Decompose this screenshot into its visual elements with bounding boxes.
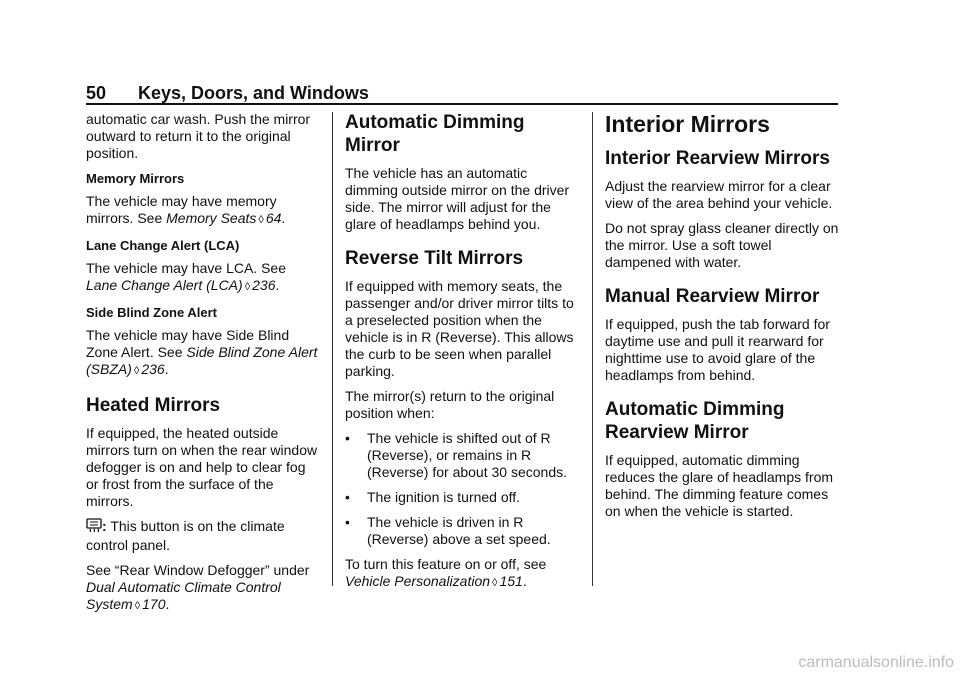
intro-paragraph: automatic car wash. Push the mirror outward to return it to the original position.: [86, 111, 311, 161]
reverse-tilt-heading: Reverse Tilt Mirrors: [345, 248, 524, 269]
memory-mirrors-paragraph: The vehicle may have memory mirrors. See Memory Seats ◊ 64.: [86, 193, 286, 226]
auto-dimming-rearview-heading: Automatic Dimming Rearview Mirror: [605, 399, 785, 443]
watermark: carmanualsonline.info: [798, 654, 954, 671]
turn-feature-paragraph: To turn this feature on or off, see Vehicle Personalization ◊ 151.: [345, 556, 547, 589]
header-rule: [86, 103, 838, 105]
ref-arrow-icon: ◊: [244, 281, 251, 293]
ref-arrow-icon: ◊: [258, 214, 264, 226]
rear-defogger-icon: [86, 518, 102, 537]
list-item: • The vehicle is driven in R (Reverse) above a set speed.: [345, 514, 551, 547]
bullet-icon: •: [345, 489, 350, 505]
column-3: [605, 111, 839, 528]
heated-mirrors-paragraph: If equipped, the heated outside mirrors turn on when the rear window defogger is on and help to clear fog or frost from the surface of the mirrors.: [86, 425, 318, 509]
page-header: [86, 84, 838, 102]
return-conditions-list: [345, 430, 579, 548]
bullet-icon: •: [345, 430, 350, 446]
memory-seats-link[interactable]: Memory Seats ◊ 64: [166, 210, 282, 226]
ref-arrow-icon: ◊: [134, 600, 141, 612]
interior-rearview-heading: Interior Rearview Mirrors: [605, 148, 830, 169]
list-item: • The ignition is turned off.: [345, 489, 521, 505]
bullet-icon: •: [345, 514, 350, 530]
heated-mirrors-heading: Heated Mirrors: [86, 395, 221, 416]
return-paragraph: The mirror(s) return to the original position when:: [345, 388, 555, 421]
column-2: [345, 111, 579, 600]
manual-rearview-heading: Manual Rearview Mirror: [605, 286, 820, 307]
sbza-heading: Side Blind Zone Alert: [86, 305, 217, 320]
lca-link[interactable]: Lane Change Alert (LCA) ◊ 236: [86, 277, 276, 293]
reverse-tilt-paragraph: If equipped with memory seats, the passenger and/or driver mirror tilts to a preselected position when the vehicle is in R (Reverse). This allows the curb to be seen when parallel parking.: [345, 278, 574, 379]
page-number: 50: [86, 83, 107, 103]
climate-control-link[interactable]: Dual Automatic Climate Control System ◊ 170: [86, 579, 281, 612]
list-item: • The vehicle is shifted out of R (Reverse), or remains in R (Reverse) for about 30 seconds.: [345, 430, 567, 480]
column-1: [86, 111, 320, 623]
auto-dimming-paragraph: The vehicle has an automatic dimming outside mirror on the driver side. The mirror will adjust for the glare of headlamps behind you.: [345, 165, 570, 232]
column-divider: [332, 112, 333, 586]
sbza-paragraph: The vehicle may have Side Blind Zone Alert. See Side Blind Zone Alert (SBZA) ◊ 236.: [86, 327, 318, 377]
interior-mirrors-title: Interior Mirrors: [605, 111, 770, 137]
defogger-button-paragraph: : This button is on the climate control panel.: [86, 518, 285, 553]
memory-mirrors-heading: Memory Mirrors: [86, 171, 185, 186]
section-title: Keys, Doors, and Windows: [138, 83, 369, 103]
lca-heading: Lane Change Alert (LCA): [86, 238, 240, 253]
auto-dimming-rearview-paragraph: If equipped, automatic dimming reduces the glare of headlamps from behind. The dimming feature comes on when the vehicle is started.: [605, 452, 834, 519]
lca-paragraph: The vehicle may have LCA. See Lane Change Alert (LCA) ◊ 236.: [86, 260, 286, 293]
ref-arrow-icon: ◊: [492, 577, 498, 589]
vehicle-personalization-link[interactable]: Vehicle Personalization ◊ 151: [345, 573, 523, 589]
column-divider: [592, 112, 593, 586]
ref-arrow-icon: ◊: [133, 365, 140, 377]
rearview-paragraph: Adjust the rearview mirror for a clear view of the area behind your vehicle.: [605, 178, 833, 211]
sbza-link[interactable]: Side Blind Zone Alert (SBZA) ◊ 236: [86, 344, 318, 377]
see-defogger-paragraph: See “Rear Window Defogger” under Dual Automatic Climate Control System ◊ 170.: [86, 562, 310, 612]
auto-dimming-mirror-heading: Automatic Dimming Mirror: [345, 112, 525, 156]
manual-rearview-paragraph: If equipped, push the tab forward for daytime use and pull it rearward for nighttime use to avoid glare of the headlamps from behind.: [605, 316, 830, 383]
rearview-care-paragraph: Do not spray glass cleaner directly on the mirror. Use a soft towel dampened with water.: [605, 220, 839, 270]
